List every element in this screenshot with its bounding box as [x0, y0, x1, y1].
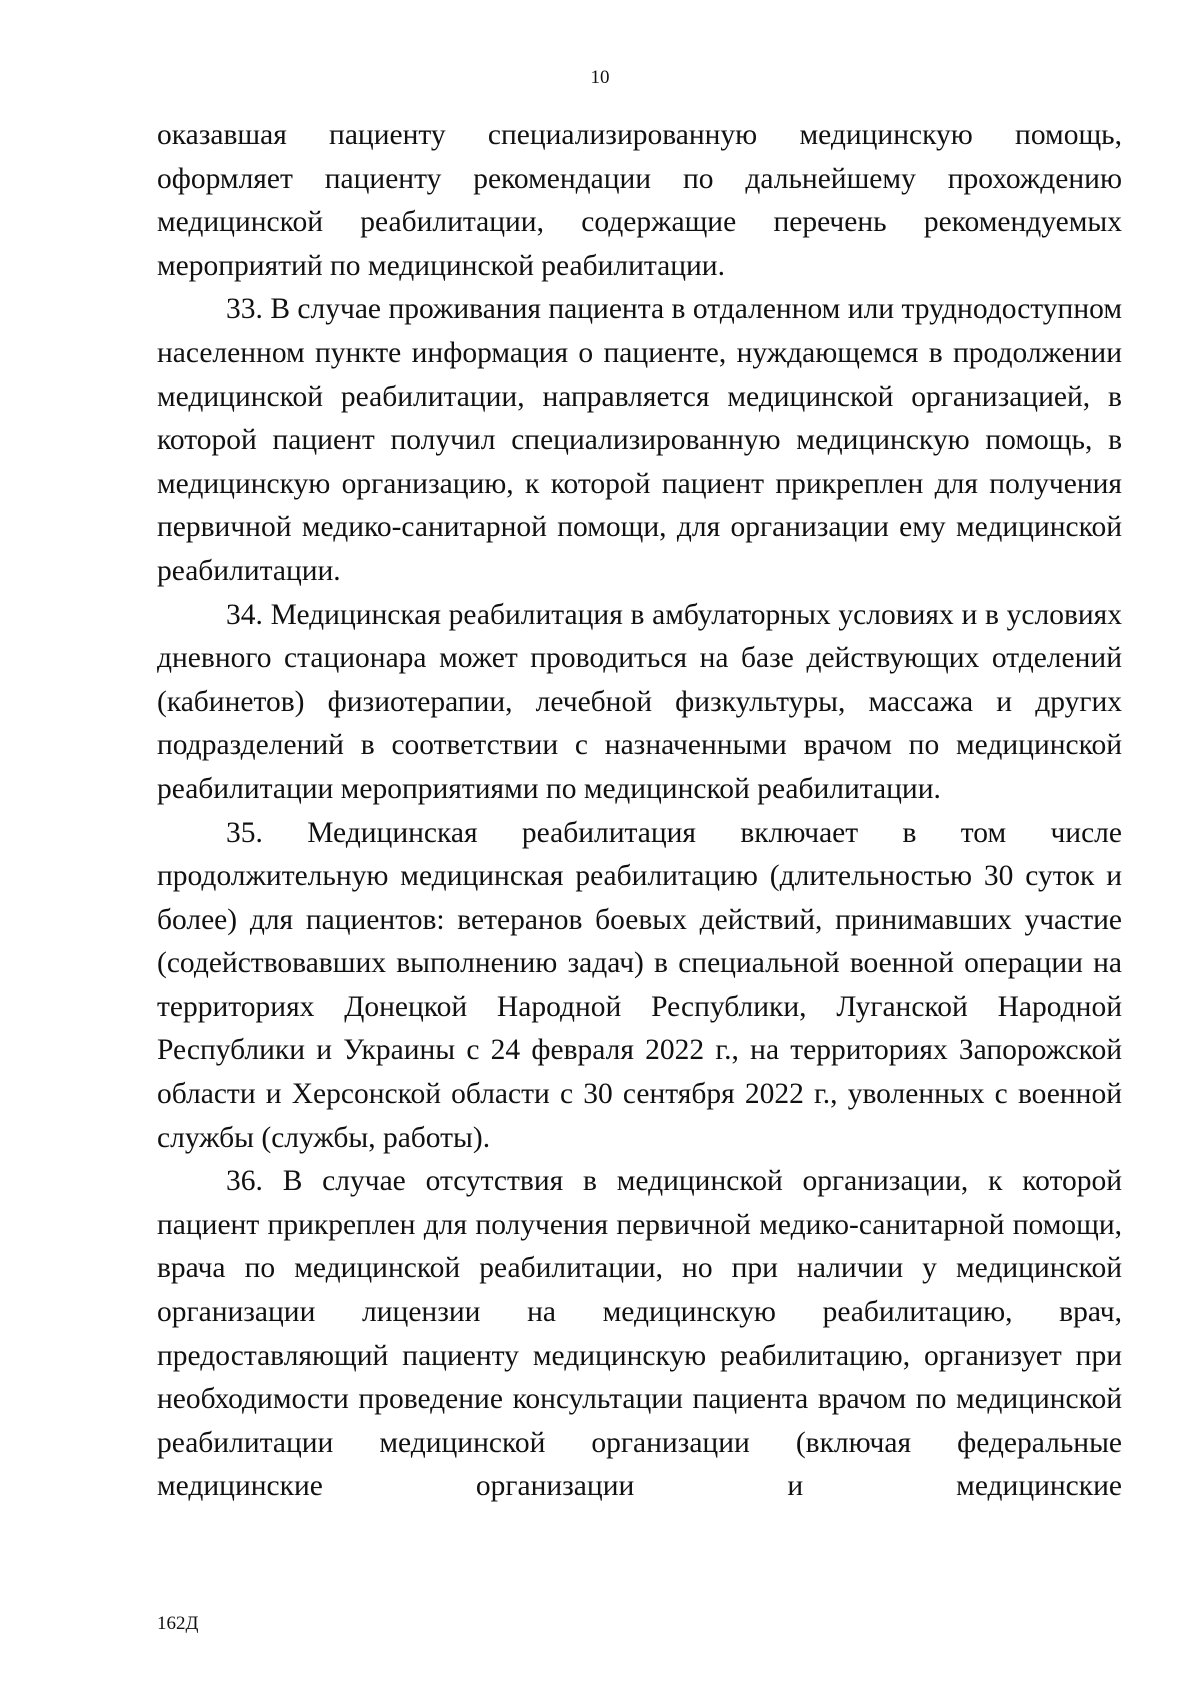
paragraph-33: 33. В случае проживания пациента в отдаленном или труднодоступном населенном пункте информация о пациенте, нуждающемся в продолжении медицинской реабилитации, направляется медицинской организацией, в которой пациент получил специализированную медицинскую помощь, в медицинскую организацию, к которой пациент прикреплен для получения первичной медико-санитарной помощи, для организации ему медицинской реабилитации.: [157, 293, 1122, 587]
document-code: 162Д: [157, 1613, 199, 1634]
paragraph-35: 35. Медицинская реабилитация включает в том числе продолжительную медицинская реабилитацию (длительностью 30 суток и более) для пациентов: ветеранов боевых действий, принимавших участие (содействовавших выполнению задач) в специальной военной операции на территориях Донецкой Народной Республики, Луганской Народной Республики и Украины с 24 февраля 2022 г., на территориях Запорожской области и Херсонской области с 30 сентября 2022 г., уволенных с военной службы (службы, работы).: [157, 816, 1122, 1154]
paragraph-36: 36. В случае отсутствия в медицинской организации, к которой пациент прикреплен для получения первичной медико-санитарной помощи, врача по медицинской реабилитации, но при наличии у медицинской организации лицензии на медицинскую реабилитацию, врач, предоставляющий пациенту медицинскую реабилитацию, организует при необходимости проведение консультации пациента врачом по медицинской реабилитации медицинской организации (включая федеральные медицинские организации и медицинские: [157, 1165, 1122, 1503]
page-number: 10: [590, 67, 610, 88]
paragraph-continuation: оказавшая пациенту специализированную медицинскую помощь, оформляет пациенту рекомендации по дальнейшему прохождению медицинской реабилитации, содержащие перечень рекомендуемых мероприятий по медицинской реабилитации.: [157, 119, 1122, 282]
document-body: [157, 114, 1122, 1509]
paragraph-34: 34. Медицинская реабилитация в амбулаторных условиях и в условиях дневного стационара может проводиться на базе действующих отделений (кабинетов) физиотерапии, лечебной физкультуры, массажа и других подразделений в соответствии с назначенными врачом по медицинской реабилитации мероприятиями по медицинской реабилитации.: [157, 598, 1122, 805]
